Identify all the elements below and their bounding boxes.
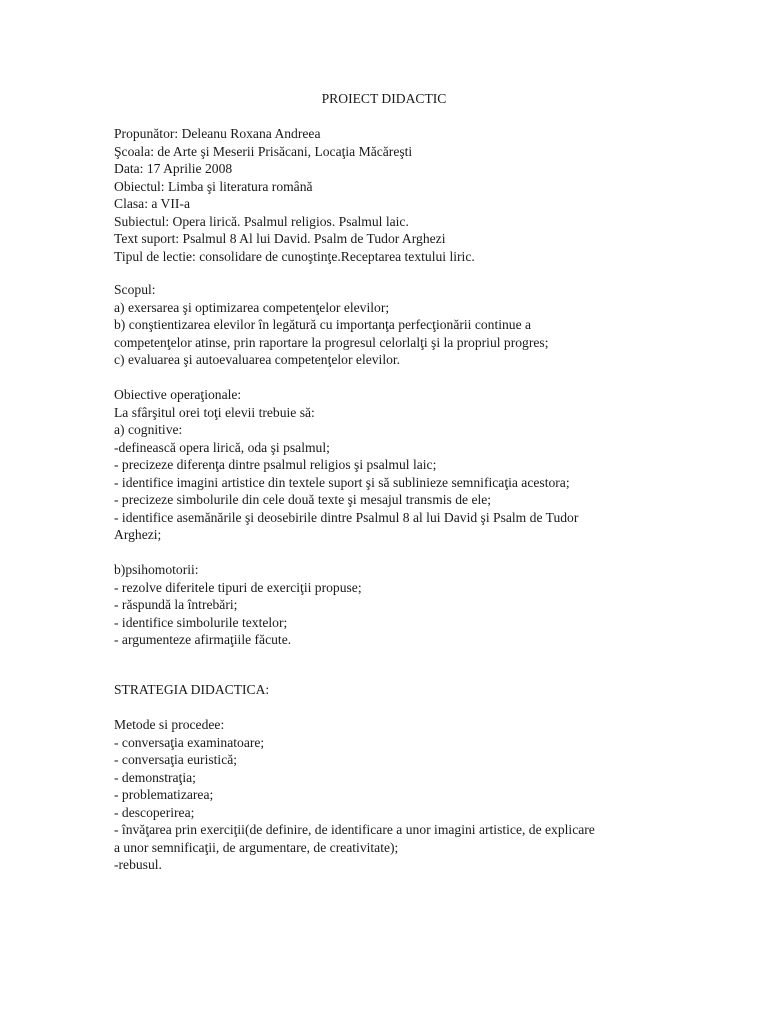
cognitive-item: -definească opera lirică, oda şi psalmul; [114,439,330,455]
psychomotor-section [114,561,724,649]
cognitive-item: Arghezi; [114,527,162,542]
cognitive-item: - identifice imagini artistice din textele suport şi să sublinieze semnificaţia acestora; [114,474,570,490]
method-item: -rebusul. [114,857,162,872]
method-item: - problematizarea; [114,787,214,802]
method-item: - conversaţia examinatoare; [114,734,265,750]
cognitive-item: - precizeze simbolurile din cele două texte şi mesajul transmis de ele; [114,492,492,507]
proposer-line: Propunător: Deleanu Roxana Andreea [114,126,321,141]
methods-section [114,716,724,874]
class-line: Clasa: a VII-a [114,196,190,211]
scope-item: c) evaluarea şi autoevaluarea competenţelor elevilor. [114,352,401,367]
method-item: a unor semnificaţii, de argumentare, de creativitate); [114,839,399,855]
psychomotor-heading: b)psihomotorii: [114,562,199,577]
cognitive-item: - identifice asemănările şi deosebirile dintre Psalmul 8 al lui David şi Psalm de Tudor [114,509,579,525]
subject-area-line: Obiectul: Limba şi literatura română [114,178,313,194]
objectives-section [114,386,724,544]
scope-item: competenţelor atinse, prin raportare la progresul celorlalţi şi la propriul progres; [114,334,549,350]
method-item: - demonstraţia; [114,769,196,785]
psychomotor-item: - rezolve diferitele tipuri de exerciţii propuse; [114,579,362,595]
methods-heading: Metode si procedee: [114,717,225,732]
objectives-intro: La sfârşitul orei toţi elevii trebuie să: [114,404,315,420]
topic-line: Subiectul: Opera lirică. Psalmul religios. Psalmul laic. [114,213,409,229]
scope-section [114,281,724,369]
lesson-type-line: Tipul de lectie: consolidare de cunoştinţe.Receptarea textului liric. [114,248,475,264]
psychomotor-item: - argumenteze afirmaţiile făcute. [114,632,292,647]
support-text-line: Text suport: Psalmul 8 Al lui David. Psalm de Tudor Arghezi [114,231,446,246]
method-item: - conversaţia euristică; [114,752,238,767]
scope-heading: Scopul: [114,282,156,297]
school-line: Şcoala: de Arte şi Meserii Prisăcani, Locaţia Măcăreşti [114,143,413,159]
cognitive-item: - precizeze diferenţa dintre psalmul religios şi psalmul laic; [114,457,437,472]
psychomotor-item: - răspundă la întrebări; [114,597,238,612]
header-info [114,125,724,265]
method-item: - învăţarea prin exerciţii(de definire, de identificare a unor imagini artistice, de explicare [114,822,595,837]
scope-item: a) exersarea şi optimizarea competenţelor elevilor; [114,299,390,315]
method-item: - descoperirea; [114,804,195,820]
objectives-heading: Obiective operaţionale: [114,387,242,402]
date-line: Data: 17 Aprilie 2008 [114,161,233,176]
psychomotor-item: - identifice simbolurile textelor; [114,614,288,630]
scope-item: b) conştientizarea elevilor în legătură cu importanţa perfecţionării continue a [114,317,532,332]
cognitive-heading: a) cognitive: [114,422,183,437]
document-title: PROIECT DIDACTIC [321,91,447,106]
strategy-section [114,681,724,699]
strategy-heading: STRATEGIA DIDACTICA: [114,682,270,697]
